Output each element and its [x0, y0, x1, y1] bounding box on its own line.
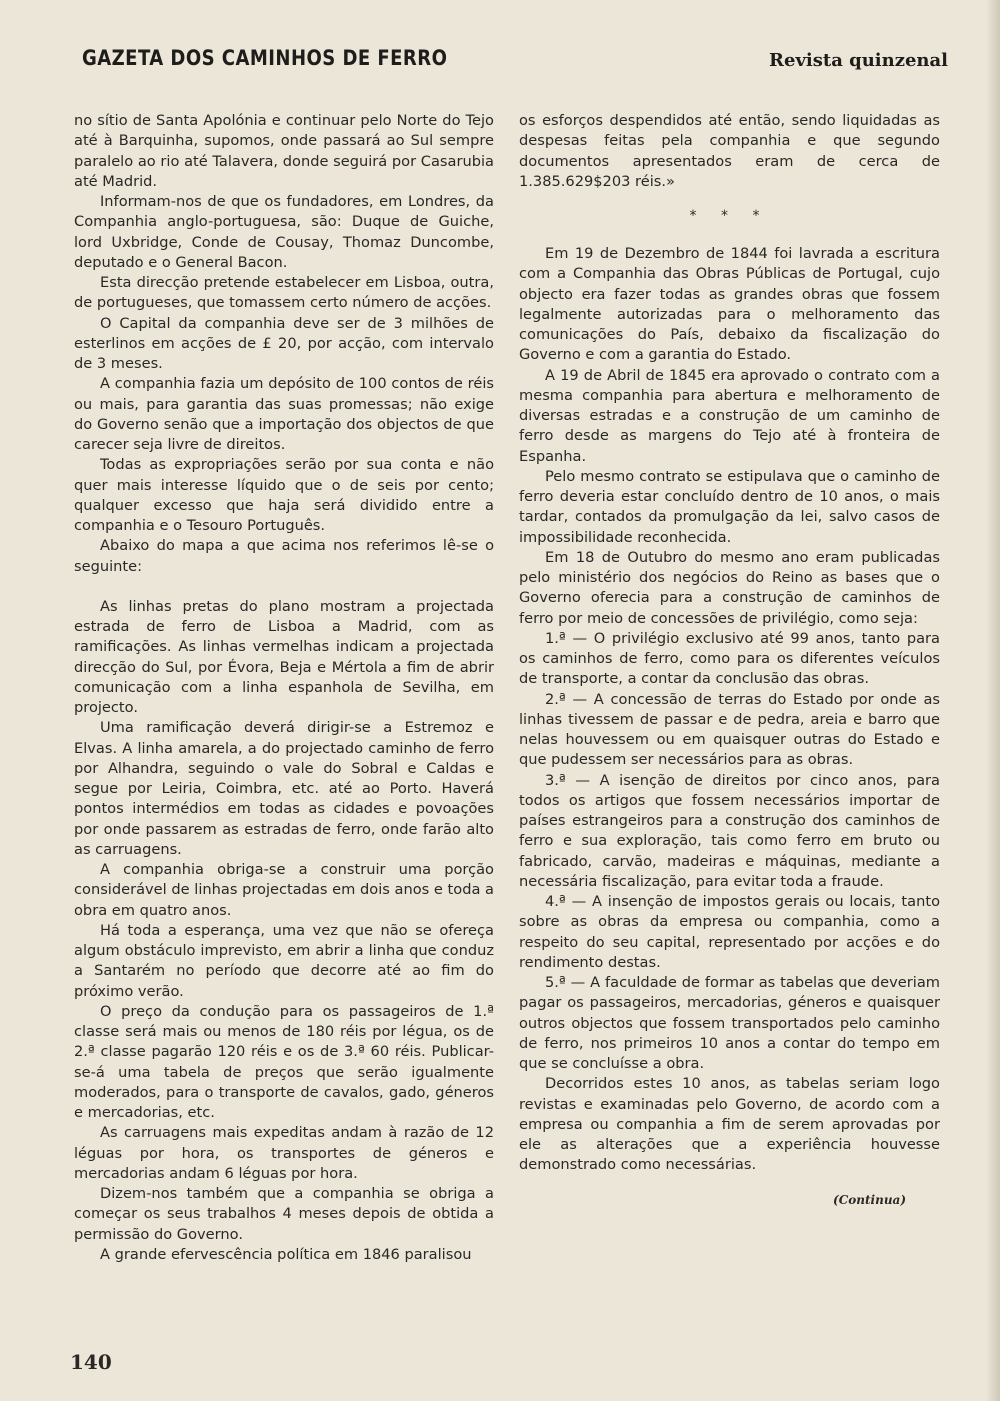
paragraph: A 19 de Abril de 1845 era aprovado o contrato com a mesma companhia para abertura e melhoramento de diversas estradas e a construção de um caminho de ferro desde as margens do Tejo até à fronteira de Espanha. [519, 366, 940, 465]
list-item: 5.ª — A faculdade de formar as tabelas que deveriam pagar os passageiros, mercadorias, géneros e quaisquer outros objectos que fossem transportados pelo caminho de ferro, nos primeiros 10 anos a contar do tempo em que se concluísse a obra. [519, 974, 940, 1072]
list-item: 2.ª — A concessão de terras do Estado por onde as linhas tivessem de passar e de pedra, areia e barro que nelas houvessem ou em quaisquer outras do Estado e que pudessem ser necessários para as obras. [519, 690, 940, 769]
section-separator: * * * [689, 208, 770, 224]
quoted-paragraph: A grande efervescência política em 1846 paralisou [100, 1245, 472, 1263]
paragraph: no sítio de Santa Apolónia e continuar pelo Norte do Tejo até à Barquinha, supomos, onde passará ao Sul sempre paralelo ao rio até Talavera, donde seguirá por Casarubia até Madrid. [74, 112, 494, 190]
quoted-paragraph: O preço da condução para os passageiros de 1.ª classe será mais ou menos de 180 réis por légua, os de 2.ª classe pagarão 120 réis e os de 3.ª 60 réis. Publicar-se-á uma tabela de preços que serão igualmente moderados, para o transporte de cavalos, gado, géneros e mercadorias, etc. [74, 1002, 494, 1121]
paragraph: Abaixo do mapa a que acima nos referimos lê-se o seguinte: [74, 537, 494, 575]
paragraph: Pelo mesmo contrato se estipulava que o caminho de ferro deveria estar concluído dentro de 10 anos, o mais tardar, contados da promulgação da lei, salvo casos de impossibilidade reconhecida. [519, 467, 940, 546]
list-item: 4.ª — A insenção de impostos gerais ou locais, tanto sobre as obras da empresa ou companhia, como a respeito do seu capital, representado por acções e do rendimento destas. [519, 893, 940, 971]
quoted-paragraph: As linhas pretas do plano mostram a projectada estrada de ferro de Lisboa a Madrid, com as ramificações. As linhas vermelhas indicam a projectada direcção do Sul, por Évora, Beja e Mértola a fim de abrir comunicação com a linha espanhola de Sevilha, em projecto. [74, 597, 494, 716]
magazine-subtitle: Revista quinzenal [769, 50, 948, 71]
paragraph: Decorridos estes 10 anos, as tabelas seriam logo revistas e examinadas pelo Governo, de acordo com a empresa ou companhia a fim de serem aprovadas por ele as alterações que a experiência houvesse demonstrado como necessárias. [519, 1075, 940, 1174]
paragraph: Em 19 de Dezembro de 1844 foi lavrada a escritura com a Companhia das Obras Públicas de Portugal, cujo objecto era fazer todas as grandes obras que fossem legalmente autorizadas para o melhoramento das comunicações do País, debaixo da fiscalização do Governo e com a garantia do Estado. [519, 245, 940, 364]
continued-note: (Continua) [833, 1192, 906, 1207]
magazine-title: GAZETA DOS CAMINHOS DE FERRO [82, 46, 448, 70]
paragraph: Todas as expropriações serão por sua conta e não quer mais interesse líquido que o de seis por cento; qualquer excesso que haja será dividido entre a companhia e o Tesouro Português. [74, 456, 494, 534]
page-number: 140 [70, 1350, 112, 1374]
paragraph: O Capital da companhia deve ser de 3 milhões de esterlinos em acções de £ 20, por acção, com intervalo de 3 meses. [74, 314, 494, 372]
quoted-paragraph: Uma ramificação deverá dirigir-se a Estremoz e Elvas. A linha amarela, a do projectado caminho de ferro por Alhandra, seguindo o vale do Sobral e Caldas e segue por Leiria, Coimbra, etc. até ao Porto. Haverá pontos intermédios em todas as cidades e povoações por onde passarem as estradas de ferro, onde farão alto as carruagens. [74, 719, 494, 858]
page-edge-shadow [986, 0, 1000, 1401]
quoted-paragraph: Há toda a esperança, uma vez que não se ofereça algum obstáculo imprevisto, em abrir a linha que conduz a Santarém no período que decorre até ao fim do próximo verão. [74, 921, 494, 1000]
quoted-paragraph: As carruagens mais expeditas andam à razão de 12 léguas por hora, os transportes de géneros e mercadorias andam 6 léguas por hora. [74, 1124, 494, 1182]
quoted-paragraph: os esforços despendidos até então, sendo liquidadas as despesas feitas pela companhia e que segundo documentos apresentados eram de cerca de 1.385.629$203 réis.» [519, 112, 940, 190]
quoted-paragraph: A companhia obriga-se a construir uma porção considerável de linhas projectadas em dois anos e toda a obra em quatro anos. [74, 861, 494, 919]
paragraph: Em 18 de Outubro do mesmo ano eram publicadas pelo ministério dos negócios do Reino as bases que o Governo oferecia para a construção de caminhos de ferro por meio de concessões de privilégio, como seja: [519, 548, 940, 627]
paragraph: A companhia fazia um depósito de 100 contos de réis ou mais, para garantia das suas promessas; não exige do Governo senão que a importação dos objectos de que carecer seja livre de direitos. [74, 375, 494, 453]
list-item: 1.ª — O privilégio exclusivo até 99 anos, tanto para os caminhos de ferro, como para os diferentes veículos de transporte, a contar da conclusão das obras. [519, 629, 940, 688]
left-column [74, 111, 494, 1265]
list-item: 3.ª — A isenção de direitos por cinco anos, para todos os artigos que fossem necessários importar de países estrangeiros para a construção dos caminhos de ferro e sua exploração, tais como ferro em bruto ou fabricado, carvão, madeiras e máquinas, mediante a necessária fiscalização, para evitar toda a fraude. [519, 771, 940, 890]
paragraph: Esta direcção pretende estabelecer em Lisboa, outra, de portugueses, que tomassem certo número de acções. [74, 274, 494, 312]
right-column [519, 111, 940, 1210]
quoted-paragraph: Dizem-nos também que a companhia se obriga a começar os seus trabalhos 4 meses depois de obtida a permissão do Governo. [74, 1185, 494, 1243]
paragraph: Informam-nos de que os fundadores, em Londres, da Companhia anglo-portuguesa, são: Duque de Guiche, lord Uxbridge, Conde de Cousay, Thomaz Duncombe, deputado e o General Bacon. [74, 193, 494, 271]
